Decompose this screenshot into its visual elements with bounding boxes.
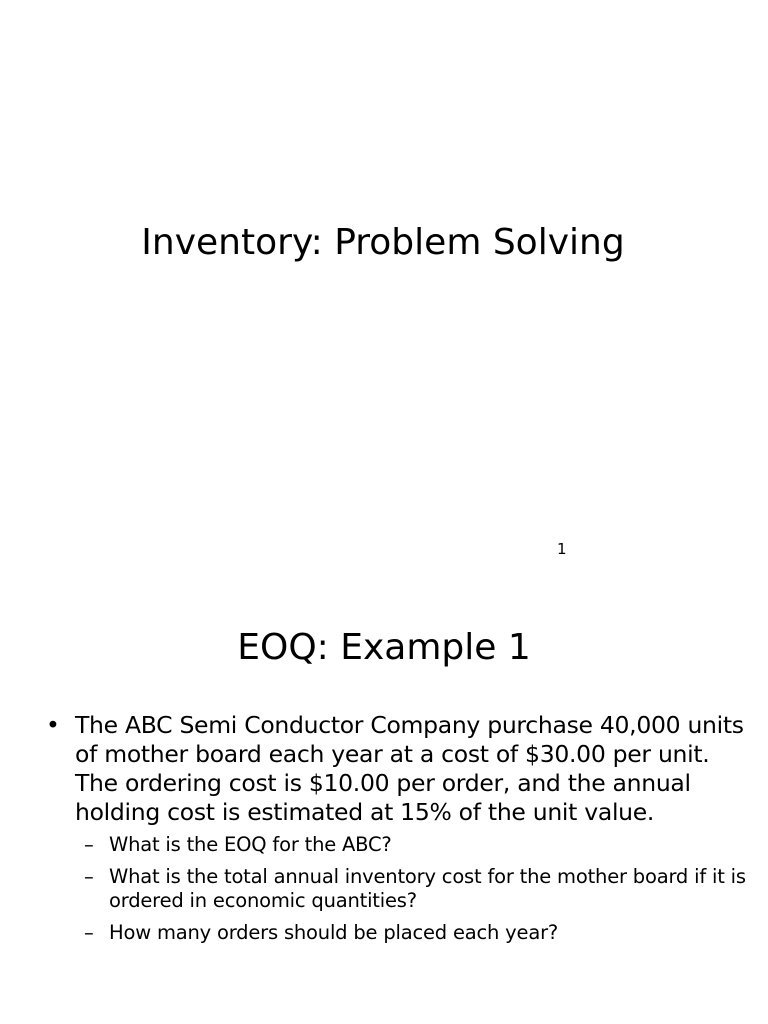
slide-2-title: EOQ: Example 1 (237, 627, 531, 668)
sub-bullet-marker: – (84, 921, 94, 944)
sub-bullet-text: What is the total annual inventory cost for the mother board if it is ordered in economic quantities? (109, 865, 746, 912)
bullet-text: The ABC Semi Conductor Company purchase 40,000 units of mother board each year at a cost of $30.00 per unit. The ordering cost is $10.00 per order, and the annual holding cost is estimated at 15% of the unit value. (75, 711, 744, 826)
sub-bullet-item (75, 865, 746, 913)
slide-1-title: Inventory: Problem Solving (141, 222, 625, 263)
sub-bullet-marker: – (84, 833, 94, 856)
sub-bullet-item (75, 833, 746, 857)
slide-2 (0, 576, 768, 1024)
bullet-item (46, 711, 746, 945)
sub-bullet-list (75, 833, 746, 945)
bullet-marker: • (46, 711, 60, 739)
slide-number: 1 (557, 540, 567, 558)
sub-bullet-text: How many orders should be placed each year? (109, 921, 559, 944)
sub-bullet-text: What is the EOQ for the ABC? (109, 833, 392, 856)
sub-bullet-item (75, 921, 746, 945)
sub-bullet-marker: – (84, 865, 94, 888)
bullet-list (46, 711, 746, 953)
